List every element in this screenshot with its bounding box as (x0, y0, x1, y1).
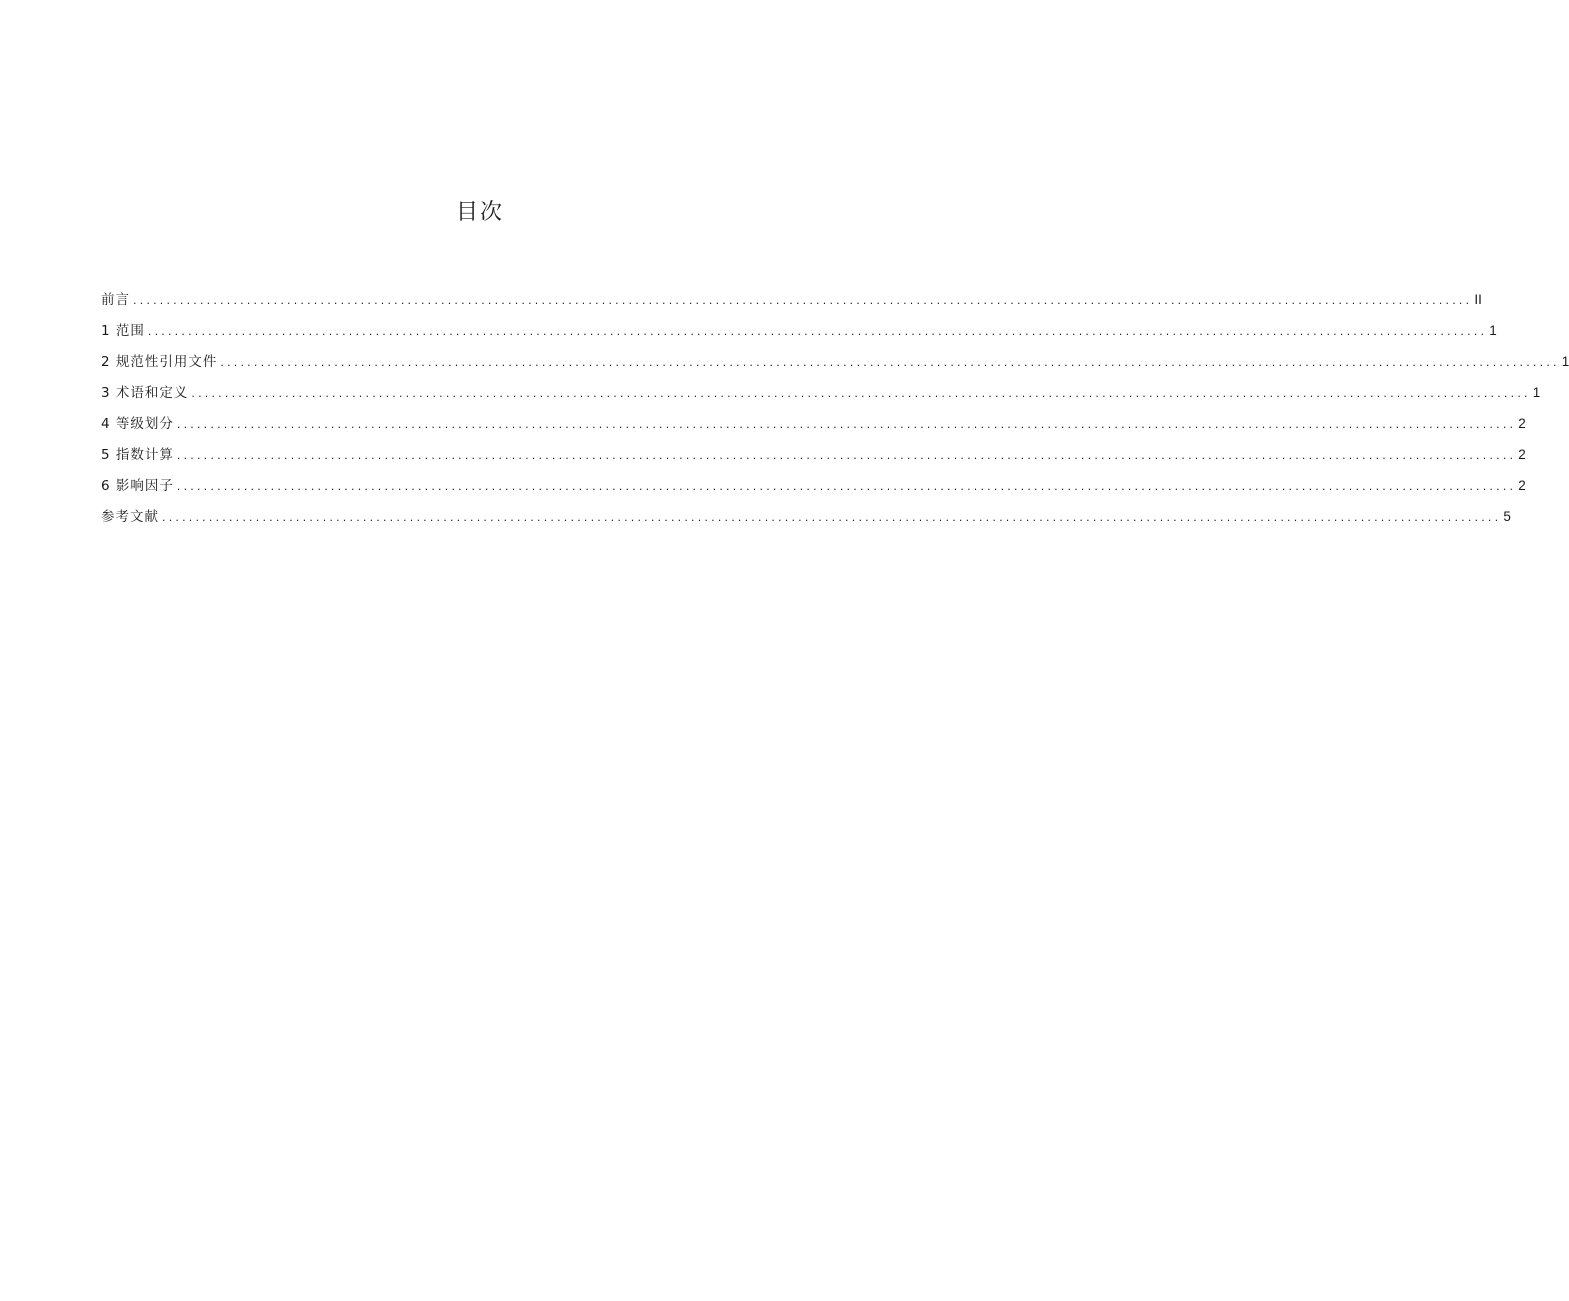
toc-entry-label: 4 等级划分 (101, 415, 174, 432)
toc-dot-leader: ........................................................................................................................................................................................................ (147, 324, 1488, 338)
toc-entry-page: 1 (1532, 384, 1541, 400)
toc-entry-label: 参考文献 (101, 508, 159, 525)
toc-dot-leader: ........................................................................................................................................................................................................ (176, 448, 1517, 462)
toc-list (101, 284, 1569, 532)
toc-entry-label: 1 范围 (101, 322, 145, 339)
toc-dot-leader: ........................................................................................................................................................................................................ (191, 386, 1531, 400)
toc-entry-page: 5 (1503, 508, 1511, 524)
toc-entry-normative-references[interactable] (101, 346, 1569, 377)
toc-dot-leader: ........................................................................................................................................................................................................ (162, 510, 1502, 524)
toc-dot-leader: ........................................................................................................................................................................................................ (220, 355, 1560, 369)
toc-entry-index-calculation[interactable] (101, 439, 1526, 470)
toc-dot-leader: ........................................................................................................................................................................................................ (176, 479, 1517, 493)
toc-entry-page: 2 (1518, 446, 1526, 462)
toc-entry-label: 3 术语和定义 (101, 384, 189, 401)
toc-entry-influencing-factors[interactable] (101, 470, 1526, 501)
toc-entry-terms-definitions[interactable] (101, 377, 1541, 408)
toc-entry-scope[interactable] (101, 315, 1497, 346)
toc-entry-page: 1 (1489, 322, 1497, 338)
toc-entry-label: 6 影响因子 (101, 477, 174, 494)
toc-entry-label: 前言 (101, 291, 130, 308)
toc-title: 目次 (455, 200, 504, 225)
toc-entry-page: 1 (1561, 353, 1569, 369)
toc-entry-page: II (1474, 291, 1482, 307)
toc-dot-leader: ........................................................................................................................................................................................................ (176, 417, 1517, 431)
toc-entry-bibliography[interactable] (101, 501, 1511, 532)
toc-entry-page: 2 (1518, 415, 1526, 431)
toc-entry-grade-classification[interactable] (101, 408, 1526, 439)
toc-entry-label: 5 指数计算 (101, 446, 174, 463)
toc-entry-page: 2 (1518, 477, 1526, 493)
toc-entry-label: 2 规范性引用文件 (101, 353, 218, 370)
toc-entry-preface[interactable] (101, 284, 1482, 315)
toc-dot-leader: ........................................................................................................................................................................................................ (133, 293, 1473, 307)
